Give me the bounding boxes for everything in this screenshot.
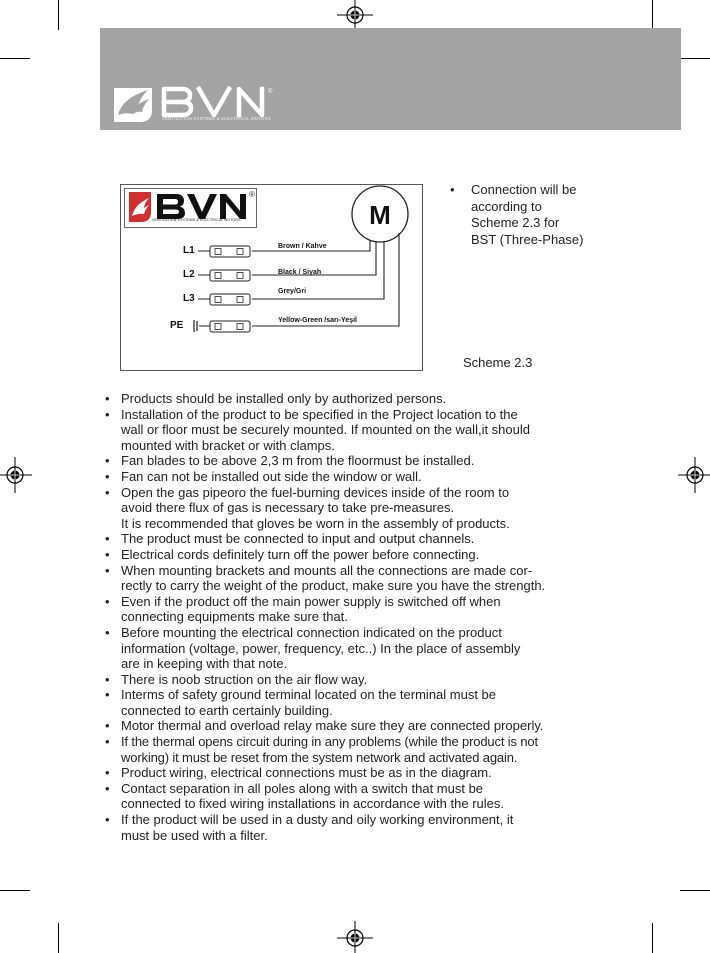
wire-label-l2: Black / Siyah [278,269,322,276]
side-note-bullet: • [450,182,455,197]
instruction-line: must be used with a filter. [121,827,268,843]
registration-mark-bottom [333,921,377,953]
instruction-item [103,594,615,625]
instruction-line: • Product wiring, electrical connections must be as in the diagram. [121,765,492,781]
wire-label-l3: Grey/Gri [278,288,307,295]
wire-label-l1: Brown / Kahve [278,243,327,250]
terminal-screws [215,249,243,330]
instruction-line: • When mounting brackets and mounts all the connections are made cor- [121,562,533,578]
motor-label: M [369,200,391,230]
header-logo [112,82,282,128]
instruction-line: • Installation of the product to be specified in the Project location to the [121,406,518,422]
terminal-label-l2: L2 [183,269,195,280]
instruction-item [103,672,615,688]
instruction-line: • There is noob struction on the air flow way. [121,671,368,687]
instruction-line: • Interms of safety ground terminal located on the terminal must be [121,687,497,703]
scheme-caption: Scheme 2.3 [463,355,533,370]
instruction-item [103,765,615,781]
instruction-line: connected to earth certainly building. [121,702,333,718]
side-note [471,182,611,248]
instruction-item [103,563,615,594]
instruction-line: It is recommended that gloves be worn in the assembly of products. [121,515,510,531]
instruction-line: connected to fixed wiring installations in accordance with the rules. [121,796,504,812]
instruction-line: connecting equipments make sure that. [121,609,348,625]
instruction-line: working) it must be reset from the system network and activated again. [121,749,518,765]
instruction-line: • If the product will be used in a dusty and oily working environment, it [121,812,514,828]
instruction-line: • Fan can not be installed out side the window or wall. [121,468,422,484]
side-note-line: BST (Three-Phase) [471,231,584,247]
terminal-label-l3: L3 [183,293,195,304]
instruction-line: • Products should be installed only by authorized persons. [121,391,447,406]
terminal-label-pe: PE [170,320,184,331]
instruction-line: • The product must be connected to input and output channels. [121,531,475,547]
instruction-line: avoid there flux of gas is necessary to take pre-measures. [121,500,455,516]
instruction-line: wall or floor must be securely mounted. If mounted on the wall,it should [121,422,530,438]
lead-lines [198,251,210,326]
instruction-item [103,469,615,485]
instruction-item [103,453,615,469]
wire-label-pe: Yellow-Green /sarı-Yeşil [278,317,357,324]
instruction-line: • Before mounting the electrical connection indicated on the product [121,624,502,640]
instruction-item [103,547,615,563]
instruction-line: • Even if the product off the main power supply is switched off when [121,593,501,609]
side-note-line: Scheme 2.3 for [471,215,560,230]
side-note-line: according to [471,198,542,214]
instruction-line: information (voltage, power, frequency, etc..) In the place of assembly [121,640,521,656]
instruction-item [103,718,615,734]
registration-mark-right [678,455,710,495]
brand-tagline: VENTILATION SYSTEMS & ELECTRICAL MOTORS [162,116,271,121]
ground-symbol-icon [194,320,197,332]
instruction-item [103,734,615,765]
instruction-line: mounted with bracket or with clamps. [121,437,335,453]
instruction-line: rectly to carry the weight of the product, make sure you have the strength. [121,578,546,594]
instruction-item [103,687,615,718]
registration-mark-left [0,455,32,495]
instruction-item [103,407,615,454]
instruction-line: are in keeping with that note. [121,656,288,672]
instructions-list [103,391,615,843]
instruction-line: • Fan blades to be above 2,3 m from the floormust be installed. [121,453,475,469]
instruction-item [103,625,615,672]
instruction-item [103,531,615,547]
instruction-line: • Contact separation in all poles along with a switch that must be [121,780,484,796]
instruction-line: • Open the gas pipeoro the fuel-burning devices inside of the room to [121,484,510,500]
instruction-item [103,391,615,407]
wing-emblem-icon [114,88,152,122]
instruction-line: • Motor thermal and overload relay make sure they are connected properly. [121,718,544,734]
registered-mark: ® [268,89,273,95]
instruction-line: • If the thermal opens circuit during in any problems (while the product is not [121,734,538,750]
side-note-line: Connection will be [471,182,577,197]
bvn-letters [164,89,262,115]
instruction-item [103,485,615,532]
instruction-item [103,781,615,812]
terminal-blocks [210,246,250,332]
diagram-registered-mark: ® [249,190,255,199]
terminal-label-l1: L1 [183,245,195,256]
diagram-logo-tagline: VENTILATION SYSTEMS & ELECTRICAL MOTORS [152,218,241,222]
instruction-line: • Electrical cords definitely turn off the power before connecting. [121,546,480,562]
instruction-item [103,812,615,843]
